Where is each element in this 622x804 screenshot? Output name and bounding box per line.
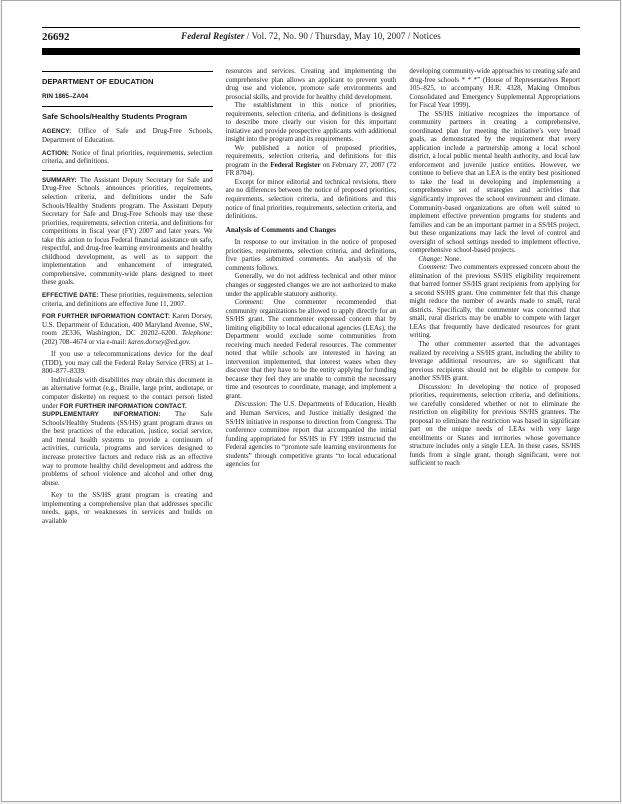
section-divider [42,106,213,107]
document-page [1,0,621,802]
document-title: Safe Schools/Healthy Students Program [42,111,188,121]
masthead-citation: / Vol. 72, No. 90 / Thursday, May 10, 2007 / Notices [244,31,441,41]
analysis-heading: Analysis of Comments and Changes [225,225,336,234]
summary-paragraph: SUMMARY: The Assistant Deputy Secretary for Safe and Drug-Free Schools announces priorities, requirements, selection criteria, and definitions under the Safe Schools/Healthy Students program. The Assistant Deputy Secretary for Safe and Drug-Free Schools may use these priorities, requirements, selection criteria, and definitions for competitions in fiscal year (FY) 2007 and later years. We take this action to focus Federal financial assistance on safe, respectful, and drug-free learning environments and healthy childhood development, as well as to support the implementation and enhancement of integrated, comprehensive, community-wide plans designed to meet these goals. [42,175,213,287]
header-row [42,31,580,45]
generally-paragraph: Generally, we do not address technical and other minor changes or suggested changes we are not authorized to make under the applicable statutory authority. [225,272,397,298]
effective-date-paragraph: EFFECTIVE DATE: These priorities, requirements, selection criteria, and definitions are effective June 11, 2007. [42,290,213,308]
revisions-paragraph: Except for minor editorial and technical revisions, there are no differences between the notice of proposed priorities, requirements, selection criteria, and definitions and this notice of final priorities, requirements, selection criteria, and definitions. [225,177,397,221]
section-divider [42,71,213,72]
resources-continuation-paragraph: resources and services. Creating and implementing the comprehensive plan allows an applicant to prevent youth drug use and violence, promote safe environments and prosocial skills, and provide for healthy child development. [225,67,397,101]
published-notice-paragraph: We published a notice of proposed priorities, requirements, selection criteria, and definitions for this program in the Federal Register on February 27, 2007 (72 FR 8704). [225,143,397,178]
document-columns [2,55,620,535]
invitation-paragraph: In response to our invitation in the notice of proposed priorities, requirements, selection criteria, and definitions, five parties submitted comments. An analysis of the comments follows. [225,238,397,272]
change-paragraph: Change: None. [418,254,462,263]
discussion-1-paragraph: Discussion: The U.S. Departments of Education, Health and Human Services, and Justice initially designed the SS/HS initiative in response to direction from Congress. The conference committee report that accompanied the initial funding appropriated for SS/HS in FY 1999 instructed the Federal agencies to “promote safe learning environments for students” through competitive grants “to local educational agencies for [225,400,397,469]
tdd-paragraph: If you use a telecommunications device for the deaf (TDD), you may call the Federal Relay Service (FRS) at 1–800–877–8339. [42,350,213,376]
key-paragraph: Key to the SS/HS grant program is creating and implementing a comprehensive plan that addresses specific needs, gaps, or weaknesses in services and builds on available [42,491,213,525]
masthead [42,31,580,41]
page-header [2,1,620,55]
action-paragraph: ACTION: Notice of final priorities, requirements, selection criteria, and definitions. [42,148,213,166]
section-divider [42,170,213,171]
column-left [42,67,213,525]
establishment-paragraph: The establishment in this notice of priorities, requirements, selection criteria, and definitions is designed to describe more clearly our vision for this important initiative and provide prospective applicants with additional insight into the program and its requirements. [225,101,397,144]
other-commenter-paragraph: The other commenter asserted that the advantages realized by receiving a SS/HS grant, including the ability to leverage additional resources, are so significant that previous recipients should not be eligible to compete for another SS/HS grant. [409,340,581,383]
comment-2-paragraph: Comment: Two commenters expressed concern about the elimination of the previous SS/HS eligibility requirement that barred former SS/HS grant recipients from applying for a second SS/HS grant. One commenter felt that this change might reduce the number of awards made to small, rural districts. Specifically, the commenter was concerned that small, rural districts may be unable to compete with larger LEAs that frequently have dedicated resources for grant writing. [409,263,581,340]
discussion-2-paragraph: Discussion: In developing the notice of proposed priorities, requirements, selection criteria, and definitions, we carefully considered whether or not to eliminate the restriction on eligibility for previous SS/HS grantees. The proposal to eliminate the restriction was based in significant part on the unique needs of LEAs with very large enrollments or States and territories whose governance structure includes only a single LEA. In these cases, SS/HS funds from a single grant, though significant, were not sufficient to reach [409,382,581,468]
developing-continuation-paragraph: developing community-wide approaches to creating safe and drug-free schools * * *” (House of Representatives Report 105–825, to accompany H.R. 4328, Making Omnibus Consolidated and Emergency Supplemental Appropriations for Fiscal Year 1999). [409,67,581,110]
agency-name-heading: DEPARTMENT OF EDUCATION [42,77,154,86]
header-rule-top [42,27,580,28]
masthead-journal-name: Federal Register [181,31,245,41]
column-middle [226,67,397,525]
page-number: 26692 [42,31,70,43]
rin-number: RIN 1865–ZA04 [42,93,89,101]
header-bar [42,48,580,55]
alternative-format-paragraph: Individuals with disabilities may obtain this document in an alternative format (e.g., Braille, large print, audiotape, or computer diskette) on request to the contact person listed under FOR FURTHER INFORMATION CONTACT. [42,375,213,410]
column-right [409,67,580,525]
comment-1-paragraph: Comment: One commenter recommended that community organizations be allowed to apply directly for an SS/HS grant. The commenter expressed concern that by limiting eligibility to local educational agencies (LEAs), the Department would exclude some communities from receiving much needed Federal resources. The commenter noted that while schools are interested in having an intervention implemented, that interest wanes when they discover that they have to be the entity applying for funding because they feel they are unable to commit the necessary time and resources to coordinate, manage, and implement a grant. [225,298,397,400]
contact-paragraph: FOR FURTHER INFORMATION CONTACT: Karen Dorsey, U.S. Department of Education, 400 Maryland Avenue, SW., room 2E336, Washington, DC 20202–6200. Telephone: (202) 708–4674 or via e-mail: karen.dorsey@ed.gov. [42,312,213,346]
agency-paragraph: AGENCY: Office of Safe and Drug-Free Schools, Department of Education. [42,127,213,145]
supplementary-information-paragraph: SUPPLEMENTARY INFORMATION: The Safe Schools/Healthy Students (SS/HS) grant program draws on the best practices of the education, justice, social service, and mental health systems to provide a continuum of activities, curricula, programs and services designed to increase protective factors and reduce risk as an effective way to promote healthy child development and address the problems of school violence and alcohol and other drug abuse. [42,410,213,487]
initiative-recognizes-paragraph: The SS/HS initiative recognizes the importance of community partners in creating a comprehensive, coordinated plan for meeting the initiative’s very broad goals, as demonstrated by the requirement that every application include a partnership among a local school district, a local public mental health authority, and local law enforcement and juvenile justice entities. However, we continue to believe that an LEA is the entity best positioned to take the lead in developing and implementing a comprehensive set of strategies and activities that significantly improves the school environment and climate. Community-based organizations are often well suited to implement effective prevention programs for students and families and can be an important partner in a SS/HS project, but these organizations may lack the level of control and oversight of school settings needed to implement effective, comprehensive school-based projects. [409,109,581,255]
